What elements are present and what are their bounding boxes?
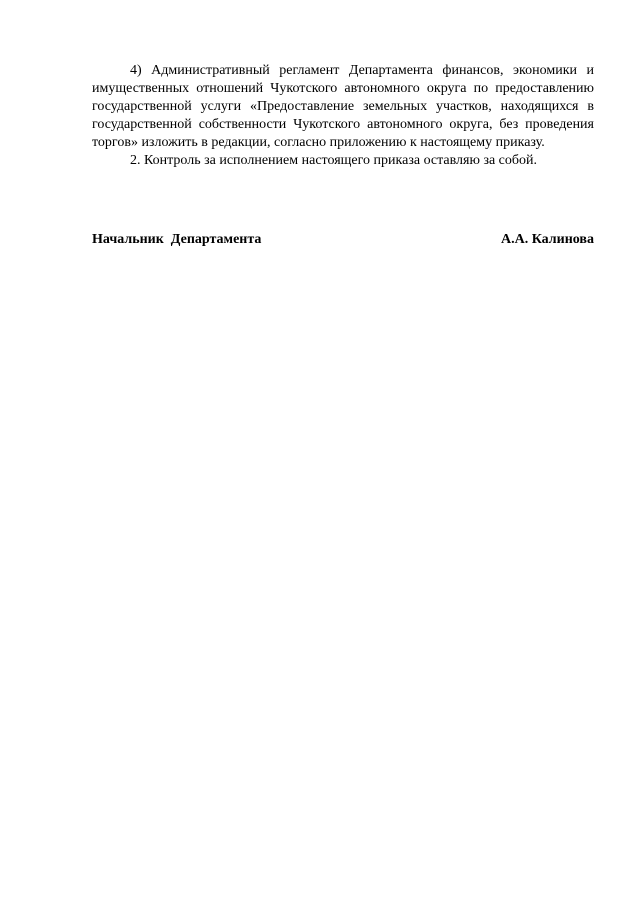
signature-block	[92, 231, 594, 249]
document-body	[92, 62, 594, 170]
signatory-name: А.А. Калинова	[500, 232, 594, 247]
paragraph-control-clause: 2. Контроль за исполнением настоящего приказа оставляю за собой.	[130, 153, 538, 168]
signatory-position: Начальник Департамента	[92, 232, 262, 247]
paragraph-regulation-item-4: 4) Административный регламент Департамента финансов, экономики и имущественных отношений Чукотского автономного округа по предоставлению государственной услуги «Предоставление земельных участков, находящихся в государственной собственности Чукотского автономного округа, без проведения торгов» изложить в редакции, согласно приложению к настоящему приказу.	[92, 63, 594, 150]
